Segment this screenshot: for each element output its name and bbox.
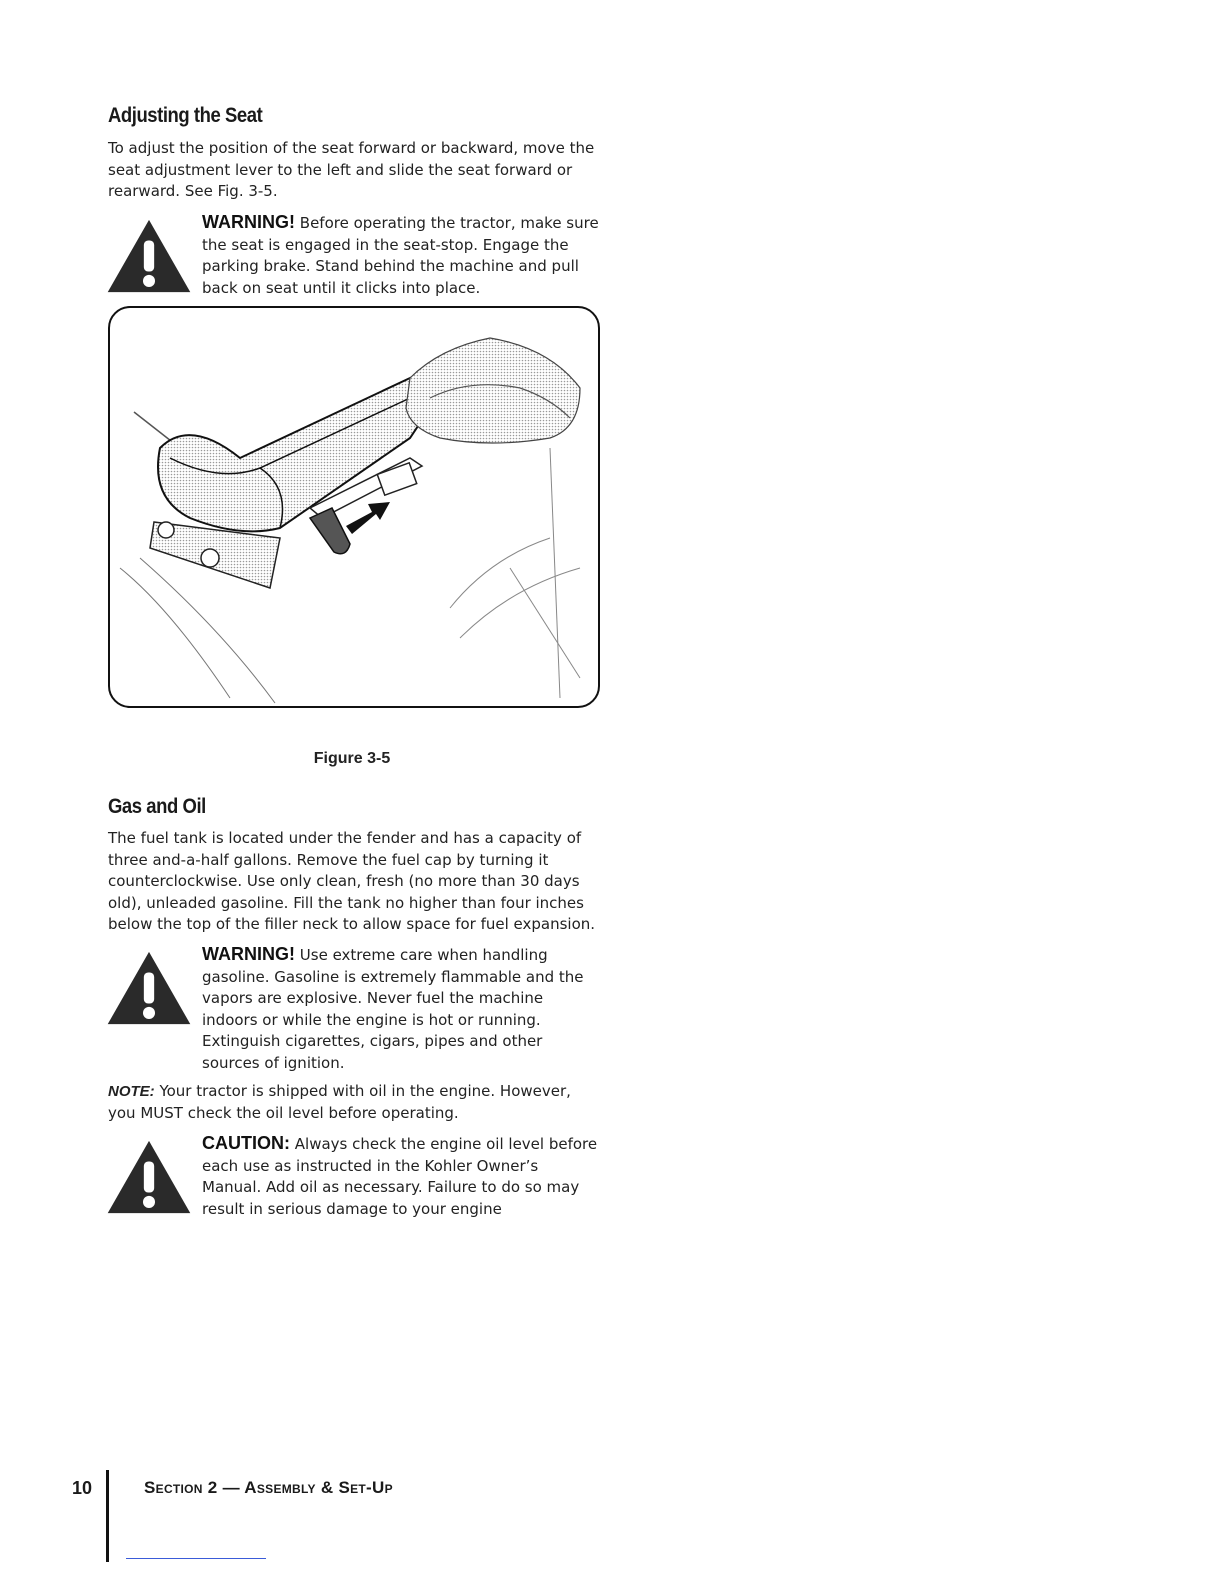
warning-text: Use extreme care when handling gasoline. Gasoline is extremely flammable and the vapors are explosive. Never fuel the machine indoors or while the engine is hot or running. Extinguish cigarettes, cigars, pipes and other sources of ignition.	[202, 946, 584, 1072]
seat-warning	[106, 212, 602, 299]
seat-adjustment-illustration	[110, 308, 598, 706]
footer-link-underline	[126, 1558, 266, 1559]
page-number: 10	[72, 1478, 93, 1498]
note-label: NOTE:	[108, 1083, 155, 1100]
warning-label: WARNING!	[202, 212, 295, 232]
warning-text: Before operating the tractor, make sure the seat is engaged in the seat-stop. Engage the parking brake. Stand behind the machine and pull back on seat until it clicks into place.	[202, 214, 599, 297]
warning-label: WARNING!	[202, 944, 295, 964]
gas-heading: Gas and Oil	[108, 795, 206, 818]
warning-icon	[106, 218, 192, 294]
caution-text: Always check the engine oil level before each use as instructed in the Kohler Owner’s Manual. Add oil as necessary. Failure to do so may result in serious damage to your engine	[202, 1135, 598, 1218]
seat-body: To adjust the position of the seat forward or backward, move the seat adjustment lever to the left and slide the seat forward or rearward. See Fig. 3-5.	[108, 139, 595, 200]
gas-body: The fuel tank is located under the fender and has a capacity of three and-a-half gallons. Remove the fuel cap by turning it counterclockwise. Use only clean, fresh (no more than 30 days old), unleaded gasoline. Fill the tank no higher than four inches below the top of the filler neck to allow space for fuel expansion.	[108, 829, 596, 933]
gas-warning	[106, 944, 602, 1074]
caution-label: CAUTION:	[202, 1133, 290, 1153]
oil-caution	[106, 1133, 602, 1220]
caution-icon	[106, 1139, 192, 1215]
oil-note	[108, 1081, 598, 1124]
figure-caption: Figure 3-5	[313, 750, 391, 767]
footer-divider	[106, 1470, 109, 1562]
figure-3-5-illustration	[108, 306, 600, 708]
seat-heading: Adjusting the Seat	[108, 104, 263, 127]
warning-icon	[106, 950, 192, 1026]
note-text: Your tractor is shipped with oil in the engine. However, you MUST check the oil level before operating.	[108, 1082, 571, 1122]
footer-section-title: Section 2 — Assembly & Set-Up	[144, 1478, 393, 1497]
